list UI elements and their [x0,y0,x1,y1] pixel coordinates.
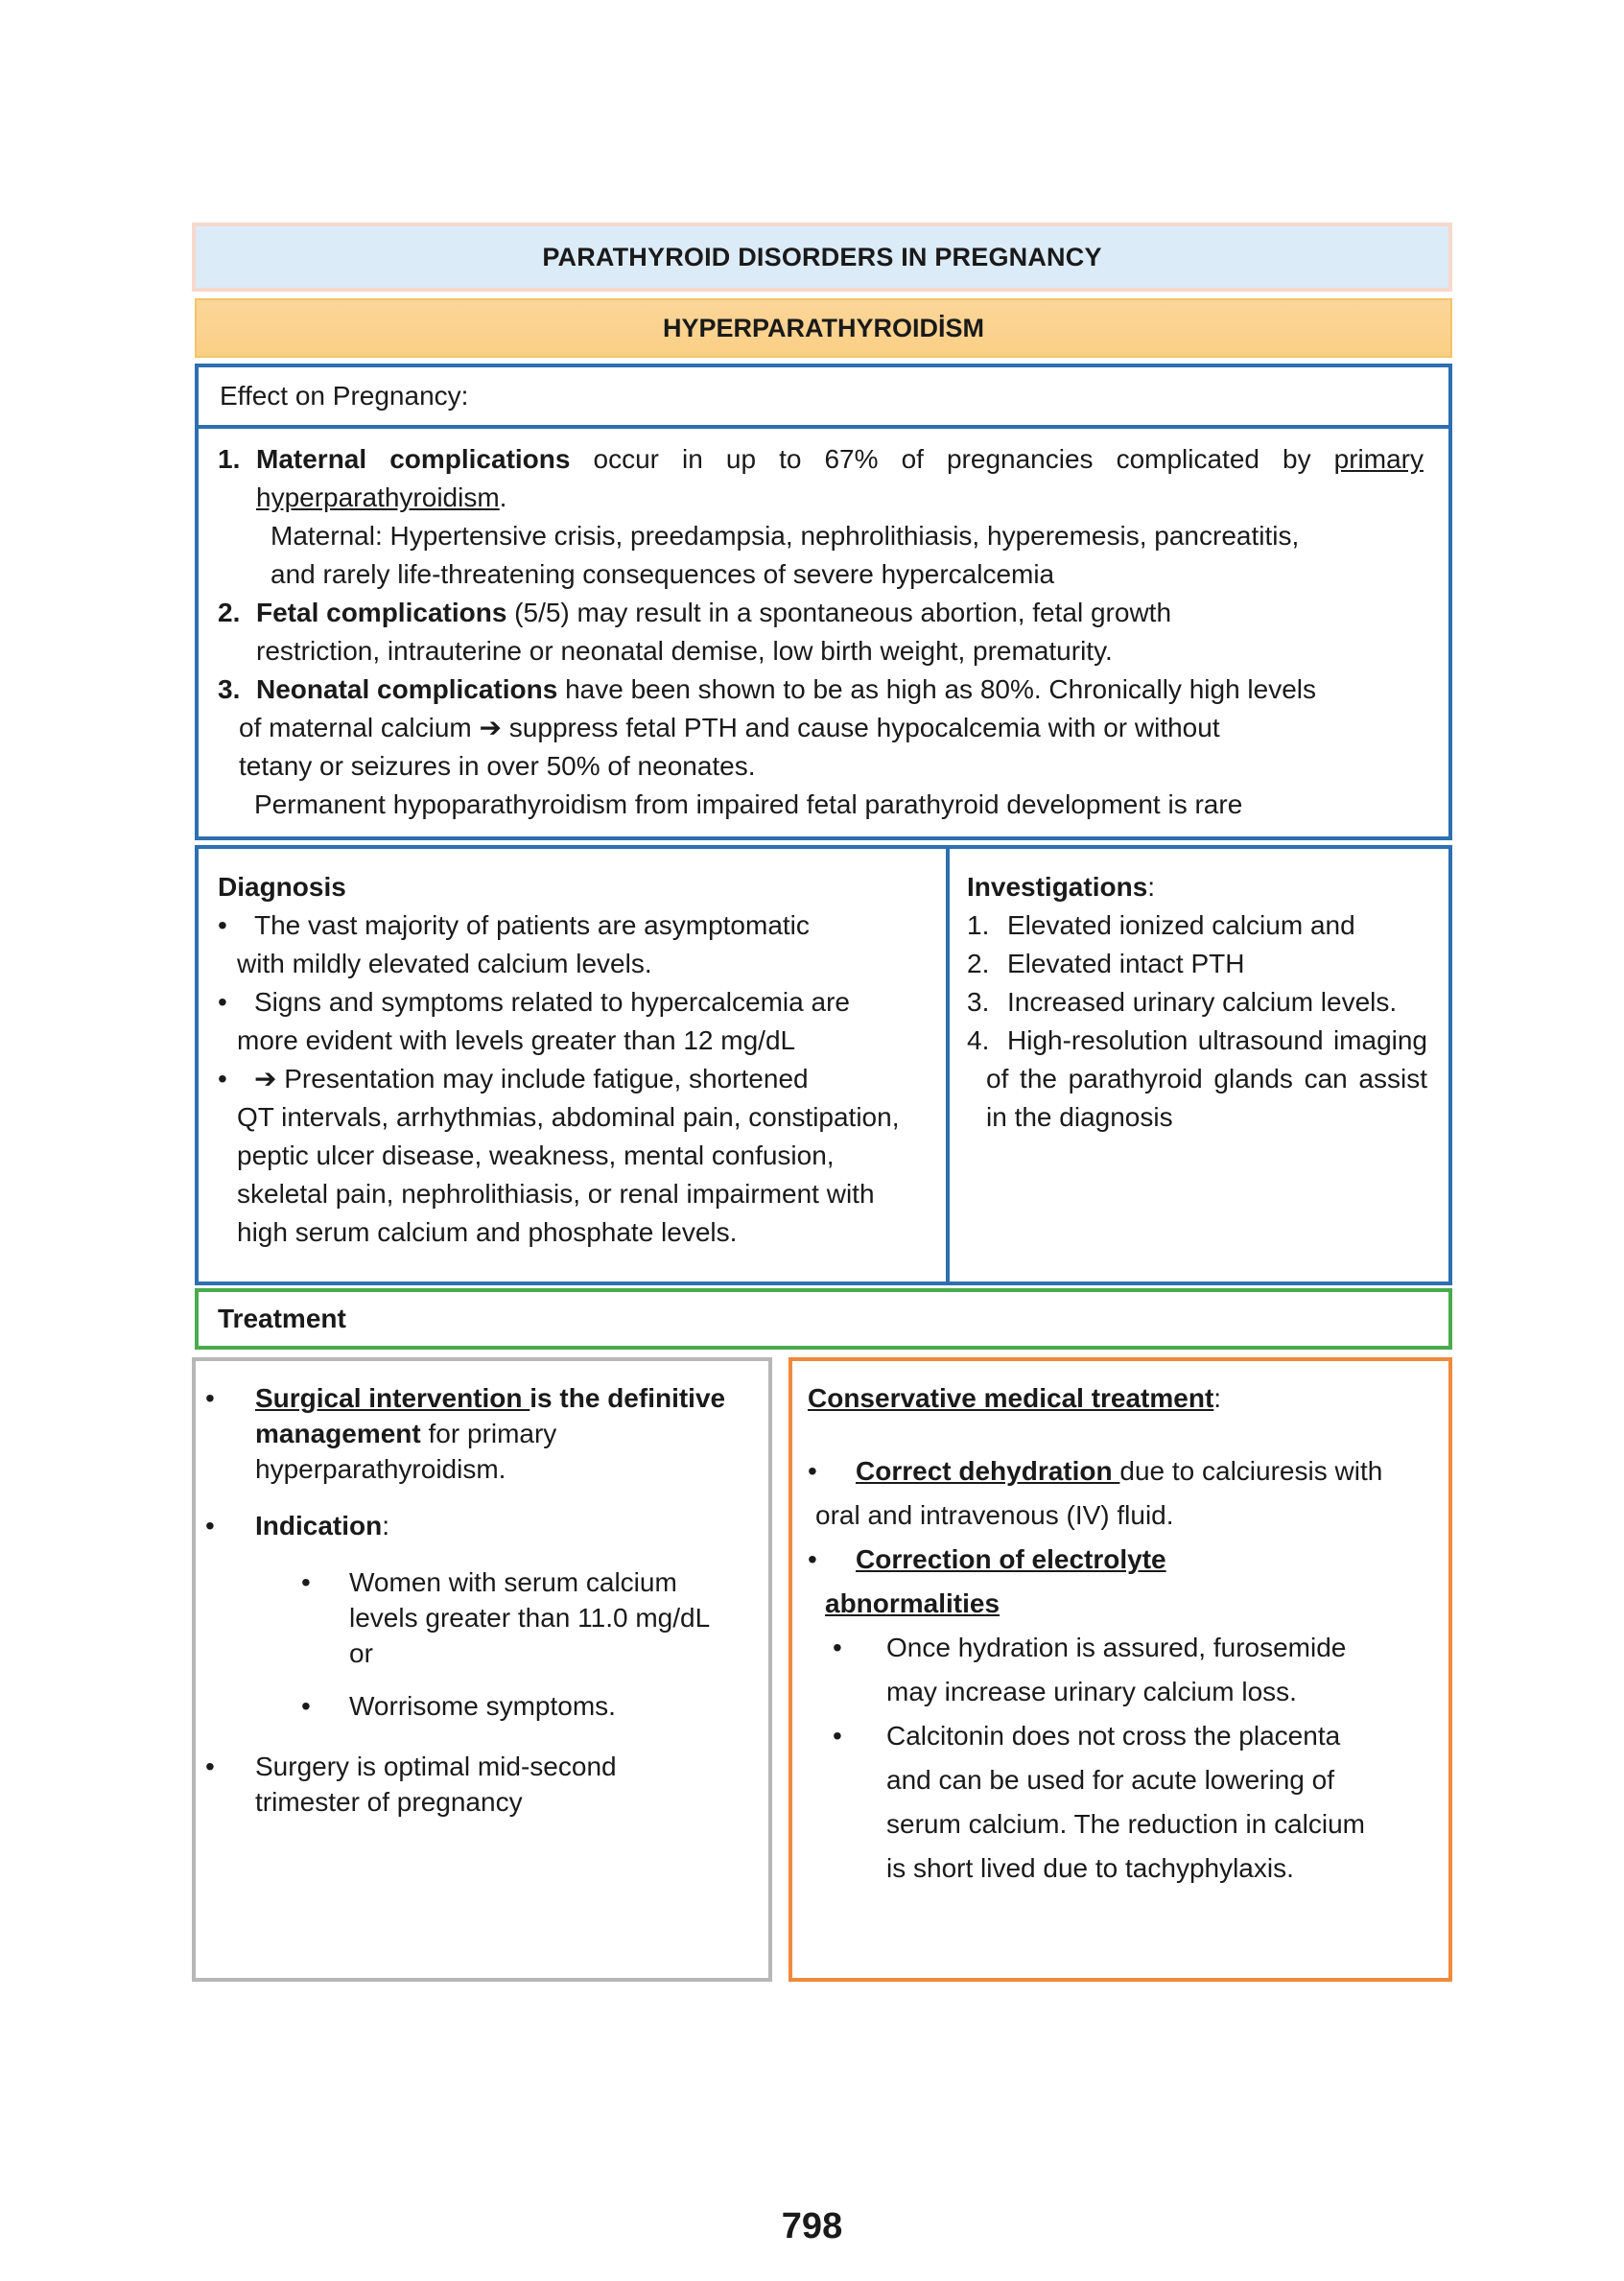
maternal-detail: Maternal: Hypertensive crisis, preedampsia, nephrolithiasis, hyperemesis, pancreatitis, [271,521,1300,551]
bullet-icon: • [301,1691,311,1721]
effect-list: 1. Maternal complications occur in up to 67% of pregnancies complicated by primary hyperparathyroidism. Maternal: Hypertensive crisis, preedampsia, nephrolithiasis, hyperemesis, pancreatitis, and rarely life-threatening consequences of severe hypercalcemia 2. Fetal complications (5/5) may result in a spontaneous abortion, fetal growth restriction, intrauterine or neonatal demise, low birth weight, prematurity. 3. Neonatal complications have been shown to be as high as 80%. Chronically high levels of maternal calcium ➔ suppress fetal PTH and cause hypocalcemia with or without tetany or seizures in over 50% of neonates. Permanent hypoparathyroidism from impaired fetal parathyroid development is rare [199,429,1448,824]
bullet-icon: • [808,1456,817,1486]
effect-on-pregnancy-box [195,364,1452,840]
investigation-item: 4. High-resolution ultrasound imaging of the parathyroid glands can assist in the diagnosis [967,1025,1427,1132]
investigation-item: 1. Elevated ionized calcium and [967,910,1355,940]
conservative-treatment-box: Conservative medical treatment: • Correct dehydration due to calciuresis with oral and intravenous (IV) fluid. • Correction of electrolyte abnormalities • Once hydration is assured, furosemide may increase urinary calcium loss. • Calcitonin does not cross the placenta and can be used for acute lowering of serum calcium. The reduction in calcium is short lived due to tachyphylaxis. [788,1357,1452,1982]
bullet-icon: • [205,1383,215,1413]
investigations-heading: Investigations [967,872,1148,902]
treatment-heading: Treatment [195,1288,1452,1350]
section-title: HYPERPARATHYROIDİSM [662,313,985,342]
investigation-item: 3. Increased urinary calcium levels. [967,987,1398,1017]
conservative-item: • Correction of electrolyte [808,1538,1435,1582]
section-title-bar [195,298,1452,358]
surgical-timing-item: • Surgery is optimal mid-second trimester of pregnancy [205,1749,747,1820]
arrow-right-icon: ➔ [254,1064,277,1093]
effect-item-fetal: 2. Fetal complications (5/5) may result in a spontaneous abortion, fetal growth [218,598,1172,627]
effect-item-neonatal: 3. Neonatal complications have been shown to be as high as 80%. Chronically high levels [218,674,1317,704]
bullet-icon: • [833,1633,842,1662]
effect-item-maternal: 1. Maternal complications occur in up to 67% of pregnancies complicated by primary [218,444,1424,474]
bullet-icon: • [808,1544,817,1574]
bullet-icon: • [205,1511,215,1540]
indication-subitem: • Worrisome symptoms. [205,1688,747,1724]
conservative-subitem: • Once hydration is assured, furosemide may increase urinary calcium loss. [808,1626,1435,1714]
bullet-icon: • [218,910,227,940]
investigation-item: 2. Elevated intact PTH [967,949,1245,978]
bullet-icon: • [218,987,227,1017]
effect-heading: Effect on Pregnancy: [199,367,1448,429]
page-title-bar [192,223,1452,292]
bullet-icon: • [218,1064,227,1093]
bullet-icon: • [833,1721,842,1751]
bullet-icon: • [301,1567,311,1597]
arrow-right-icon: ➔ [479,713,503,742]
diagnosis-item: • Signs and symptoms related to hypercalcemia are more evident with levels greater than 12 mg/dL [218,983,929,1060]
diagnosis-column [199,849,950,1282]
indication-item: • Indication: [205,1508,747,1543]
indication-subitem: • Women with serum calcium levels greater than 11.0 mg/dL or [205,1564,747,1671]
diagnosis-heading: Diagnosis [218,872,346,902]
surgical-treatment-box [192,1357,772,1982]
diagnosis-item: • The vast majority of patients are asymptomatic with mildly elevated calcium levels. [218,906,929,983]
conservative-subitem: • Calcitonin does not cross the placenta and can be used for acute lowering of serum calcium. The reduction in calcium is short lived due to tachyphylaxis. [808,1714,1435,1891]
conservative-heading: Conservative medical treatment [808,1383,1214,1413]
conservative-item: • Correct dehydration due to calciuresis with [808,1449,1435,1493]
diagnosis-investigations-box [195,845,1452,1285]
surgical-item: • Surgical intervention is the definitive management for primary hyperparathyroidism. [205,1380,747,1487]
bullet-icon: • [205,1752,215,1781]
page-title: PARATHYROID DISORDERS IN PREGNANCY [542,242,1102,271]
diagnosis-item: • ➔ Presentation may include fatigue, shortened QT intervals, arrhythmias, abdominal pain, constipation, peptic ulcer disease, weakness, mental confusion, skeletal pain, nephrolithiasis, or renal impairment with high serum calcium and phosphate levels. [218,1060,929,1252]
page-number: 798 [781,2206,843,2246]
investigations-column: Investigations: 1. Elevated ionized calcium and 2. Elevated intact PTH 3. Increased urinary calcium levels. 4. High-resolution ultrasound imaging of the parathyroid glands can assist in the diagnosis [950,849,1448,1282]
